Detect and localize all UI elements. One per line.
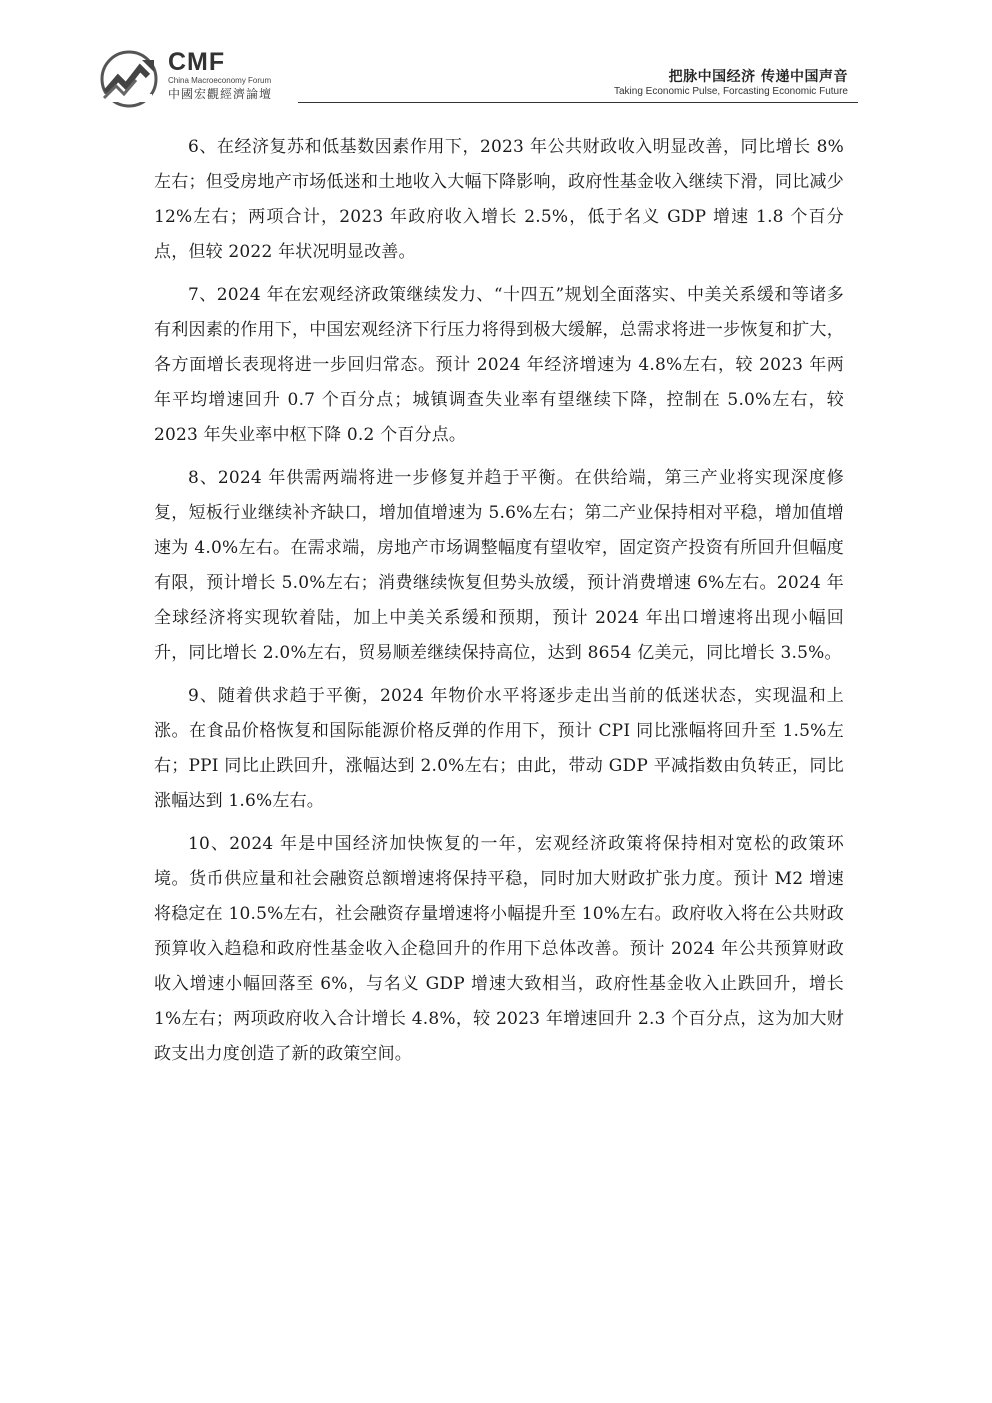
paragraph-9: 9、随着供求趋于平衡，2024 年物价水平将逐步走出当前的低迷状态，实现温和上涨。在食品价格恢复和国际能源价格反弹的作用下，预计 CPI 同比涨幅将回升至 1.5%左右；PPI 同比止跌回升，涨幅达到 2.0%左右；由此，带动 GDP 平减指数由负转正，同比涨幅达到 1.6%左右。 [154, 686, 844, 811]
paragraph-7: 7、2024 年在宏观经济政策继续发力、“十四五”规划全面落实、中美关系缓和等诸多有利因素的作用下，中国宏观经济下行压力将得到极大缓解，总需求将进一步恢复和扩大，各方面增长表现将进一步回归常态。预计 2024 年经济增速为 4.8%左右，较 2023 年两年平均增速回升 0.7 个百分点；城镇调查失业率有望继续下降，控制在 5.0%左右，较 2023 年失业率中枢下降 0.2 个百分点。 [154, 285, 844, 445]
logo-abbreviation: CMF [168, 48, 226, 76]
document-body [154, 130, 844, 1080]
paragraph-8: 8、2024 年供需两端将进一步修复并趋于平衡。在供给端，第三产业将实现深度修复，短板行业继续补齐缺口，增加值增速为 5.6%左右；第二产业保持相对平稳，增加值增速为 4.0%左右。在需求端，房地产市场调整幅度有望收窄，固定资产投资有所回升但幅度有限，预计增长 5.0%左右；消费继续恢复但势头放缓，预计消费增速 6%左右。2024 年全球经济将实现软着陆，加上中美关系缓和预期，预计 2024 年出口增速将出现小幅回升，同比增长 2.0%左右，贸易顺差继续保持高位，达到 8654 亿美元，同比增长 3.5%。 [154, 468, 844, 663]
slogan-english: Taking Economic Pulse, Forcasting Economic Future [614, 86, 848, 97]
logo-chinese-name: 中國宏觀經濟論壇 [168, 87, 273, 101]
cmf-logo-icon [98, 50, 160, 108]
paragraph-6: 6、在经济复苏和低基数因素作用下，2023 年公共财政收入明显改善，同比增长 8%左右；但受房地产市场低迷和土地收入大幅下降影响，政府性基金收入继续下滑，同比减少 12%左右；两项合计，2023 年政府收入增长 2.5%，低于名义 GDP 增速 1.8 个百分点，但较 2022 年状况明显改善。 [154, 137, 844, 262]
page-header [98, 44, 858, 108]
header-divider [298, 102, 858, 103]
logo-text [168, 48, 368, 102]
logo-english-name: China Macroeconomy Forum [168, 76, 272, 85]
paragraph-10: 10、2024 年是中国经济加快恢复的一年，宏观经济政策将保持相对宽松的政策环境。货币供应量和社会融资总额增速将保持平稳，同时加大财政扩张力度。预计 M2 增速将稳定在 10.5%左右，社会融资存量增速将小幅提升至 10%左右。政府收入将在公共财政预算收入趋稳和政府性基金收入企稳回升的作用下总体改善。预计 2024 年公共预算财政收入增速小幅回落至 6%，与名义 GDP 增速大致相当，政府性基金收入止跌回升，增长 1%左右；两项政府收入合计增长 4.8%，较 2023 年增速回升 2.3 个百分点，这为加大财政支出力度创造了新的政策空间。 [154, 834, 844, 1064]
slogan-chinese: 把脉中国经济 传递中国声音 [668, 69, 848, 85]
